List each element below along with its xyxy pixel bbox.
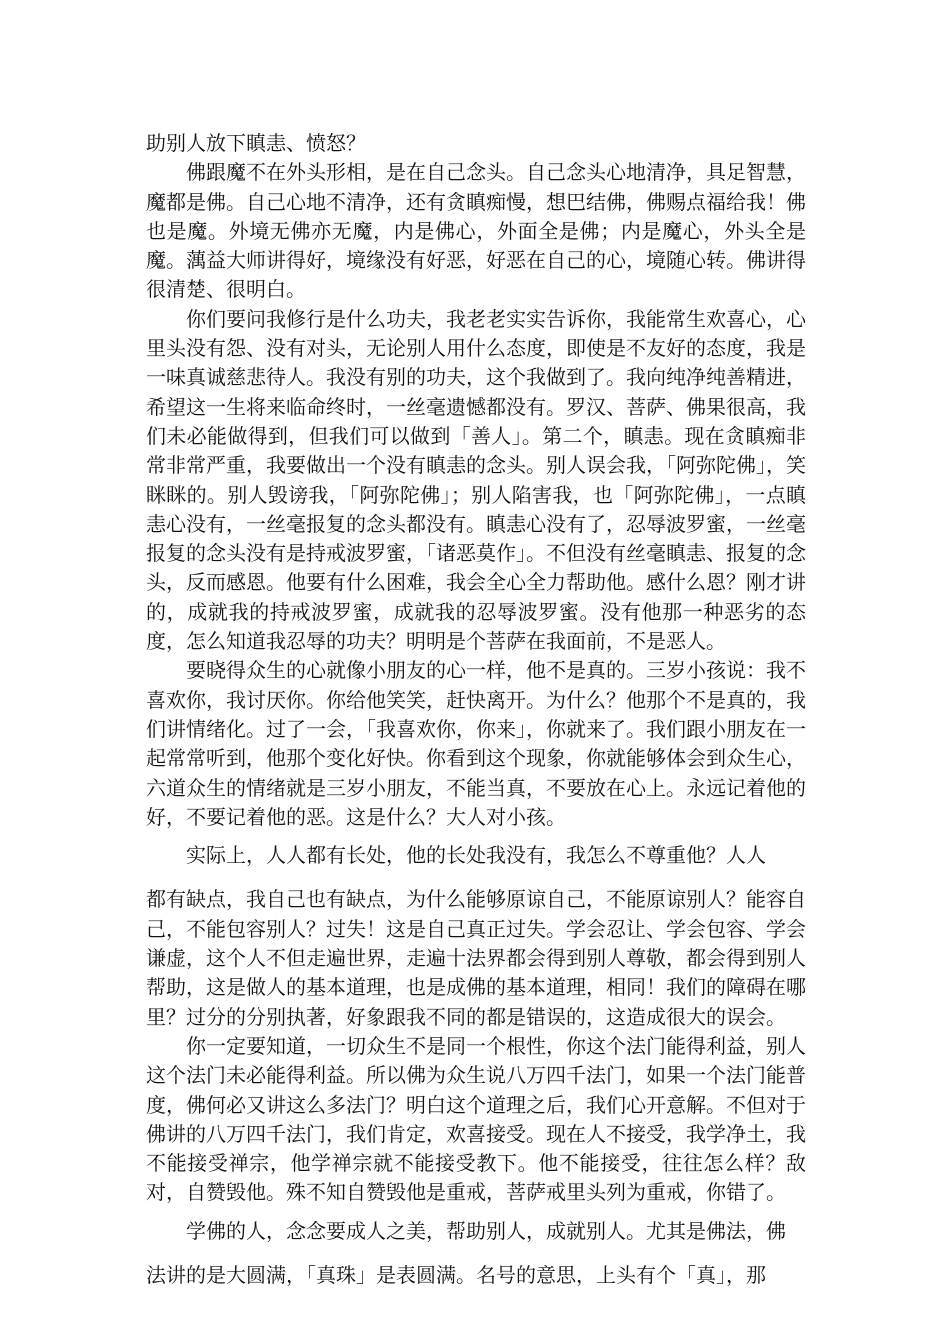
document-body [146,129,806,1290]
paragraph-strengths-first-line: 实际上，人人都有长处，他的长处我没有，我怎么不尊重他？人人 [186,843,766,868]
paragraph-children-mind: 要晓得众生的心就像小朋友的心一样，他不是真的。三岁小孩说：我不喜欢你，我讨厌你。你给他笑笑，赶快离开。为什么？他那个不是真的，我们讲情绪化。过了一会，「我喜欢你，你来」，你就来了。我们跟小朋友在一起常常听到，他那个变化好快。你看到这个现象，你就能够体会到众生心，六道众生的情绪就是三岁小朋友，不能当真，不要放在心上。永远记着他的好，不要记着他的恶。这是什么？大人对小孩。 [146,658,806,829]
paragraph-continuation: 助别人放下瞋恚、愤怒？ [146,131,366,155]
paragraph-practice: 你们要问我修行是什么功夫，我老老实实告诉你，我能常生欢喜心，心里头没有怨、没有对头，无论别人用什么态度，即使是不友好的态度，我是一味真诚慈悲待人。我没有别的功夫，这个我做到了。我向纯净纯善精进，希望这一生将来临命终时，一丝毫遗憾都没有。罗汉、菩萨、佛果很高，我们未必能做得到，但我们可以做到「善人」。第二个，瞋恚。现在贪瞋痴非常非常严重，我要做出一个没有瞋恚的念头。别人误会我，「阿弥陀佛」，笑眯眯的。别人毁谤我，「阿弥陀佛」；别人陷害我，也「阿弥陀佛」，一点瞋恚心没有，一丝毫报复的念头都没有。瞋恚心没有了，忍辱波罗蜜，一丝毫报复的念头没有是持戒波罗蜜，「诸恶莫作」。不但没有丝毫瞋恚、报复的念头，反而感恩。他要有什么困难，我会全心全力帮助他。感什么恩？刚才讲的，成就我的持戒波罗蜜，成就我的忍辱波罗蜜。没有他那一种恶劣的态度，怎么知道我忍辱的功夫？明明是个菩萨在我面前，不是恶人。 [146,306,806,654]
paragraph-dharma-doors: 你一定要知道，一切众生不是同一个根性，你这个法门能得利益，别人这个法门未必能得利益。所以佛为众生说八万四千法门，如果一个法门能普度，佛何必又讲这么多法门？明白这个道理之后，我们心开意解。不但对于佛讲的八万四千法门，我们肯定，欢喜接受。现在人不接受，我学净土，我不能接受禅宗，他学禅宗就不能接受教下。他不能接受，往往怎么样？敌对，自赞毁他。殊不知自赞毁他是重戒，菩萨戒里头列为重戒，你错了。 [146,1033,806,1205]
paragraph-help-others [146,1217,806,1291]
paragraph-help-others-first-line: 学佛的人，念念要成人之美，帮助别人，成就别人。尤其是佛法，佛 [186,1218,786,1243]
paragraph-strengths [146,841,806,1032]
paragraph-strengths-body: 都有缺点，我自己也有缺点，为什么能够原谅自己，不能原谅别人？能容自己，不能包容别人？过失！这是自己真正过失。学会忍让、学会包容、学会谦虚，这个人不但走遍世界，走遍十法界都会得到别人尊敬，都会得到别人帮助，这是做人的基本道理，也是成佛的基本道理，相同！我们的障碍在哪里？过分的分别执著，好象跟我不同的都是错误的，这造成很大的误会。 [146,887,806,1029]
paragraph-buddha-demon: 佛跟魔不在外头形相，是在自己念头。自己念头心地清净，具足智慧，魔都是佛。自己心地不清净，还有贪瞋痴慢，想巴结佛，佛赐点福给我！佛也是魔。外境无佛亦无魔，内是佛心，外面全是佛；内是魔心，外头全是魔。蕅益大师讲得好，境缘没有好恶，好恶在自己的心，境随心转。佛讲得很清楚、很明白。 [146,160,806,302]
paragraph-help-others-body: 法讲的是大圆满，「真珠」是表圆满。名号的意思，上头有个「真」，那 [146,1262,766,1287]
